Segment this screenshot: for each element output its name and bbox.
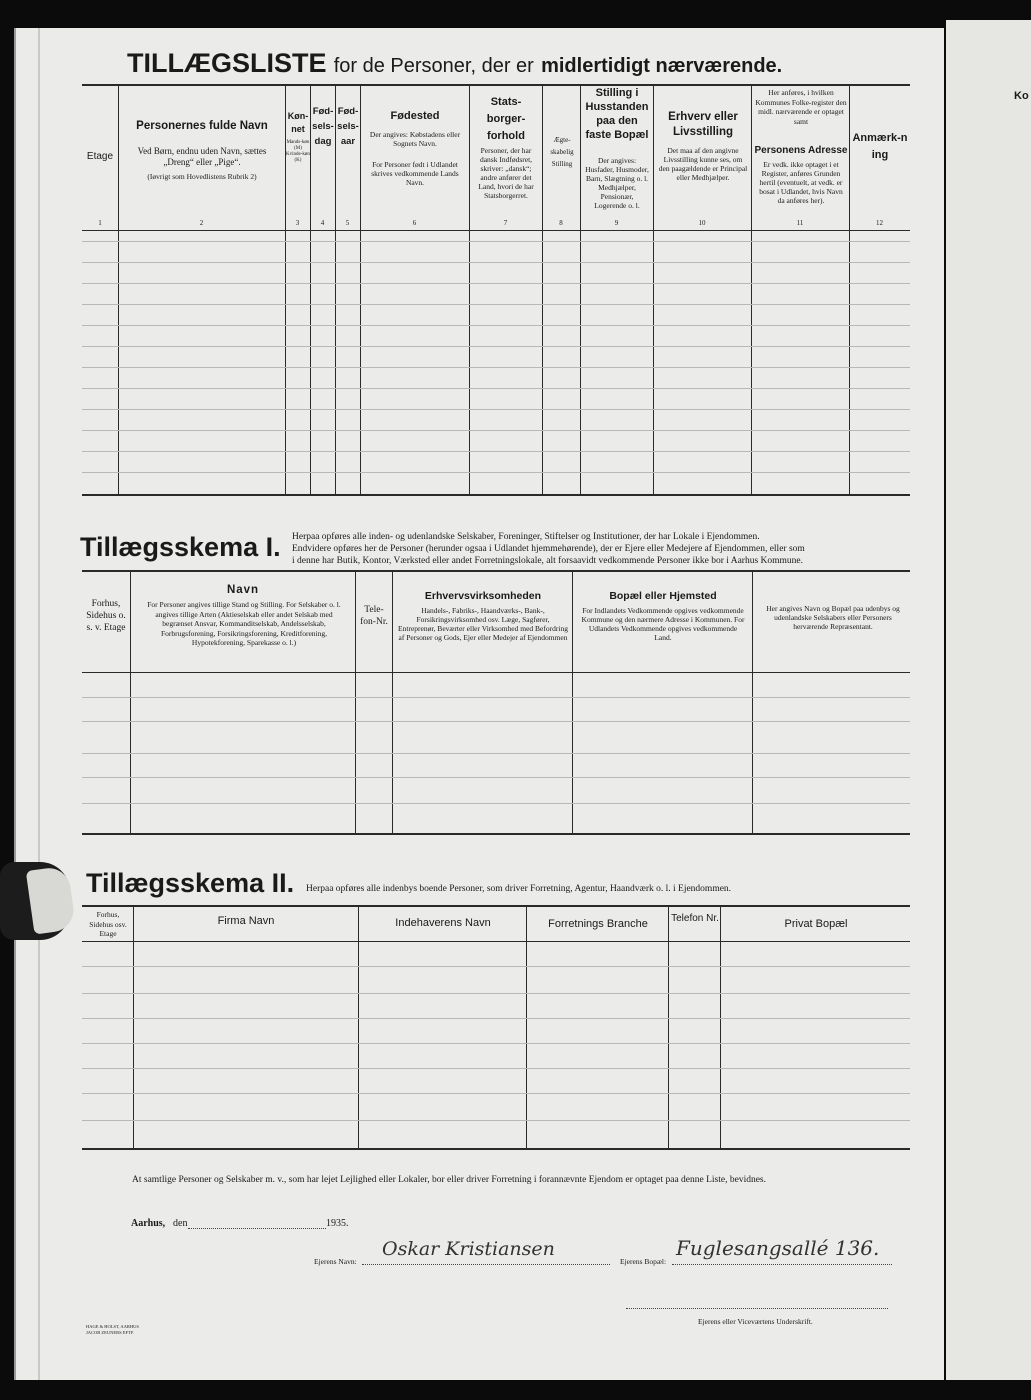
attestation-text: At samtlige Personer og Selskaber m. v., som har lejet Lejlighed eller Lokaler, bor eller driver Forretning i forannævnte Ejendom er optaget paa denne Liste, bevidnes.: [132, 1175, 766, 1185]
table-row: [82, 1018, 910, 1019]
col-name-sub2: (Iøvrigt som Hovedlistens Rubrik 2): [147, 172, 257, 181]
table-row: [82, 283, 910, 284]
skema2-title: Tillægsskema II.: [86, 868, 295, 898]
table-row: [82, 262, 910, 263]
table-row: [82, 241, 910, 242]
skema2-col-privat-bopael: Privat Bopæl: [784, 918, 848, 930]
col-divider: [130, 571, 131, 833]
table-row: [82, 697, 910, 698]
printer-imprint: HAGE & HOLST, AARHUS JACOB ZEUNERS EFTF.: [86, 1324, 139, 1335]
table-row: [82, 993, 910, 994]
year-label: 1935.: [326, 1218, 349, 1229]
col-divider: [720, 906, 721, 1148]
table-row: [82, 346, 910, 347]
col-number: 8: [559, 219, 563, 227]
table-row: [82, 409, 910, 410]
page-fold: [38, 28, 40, 1380]
col-divider: [653, 85, 654, 495]
col-statsborger-sub: Personer, der har dansk Indfødsret, skriver: „dansk“; andre anfører det Land, hvori de har Statsborgerret.: [478, 146, 534, 200]
skema1-col-bopael-header: Bopæl eller Hjemsted: [609, 590, 717, 602]
skema1-title: Tillægsskema I.: [80, 532, 281, 562]
skema1-col-telefon: Tele-fon-Nr.: [360, 605, 388, 627]
col-number: 11: [796, 219, 804, 227]
col-divider: [668, 906, 669, 1148]
signature-field[interactable]: [626, 1308, 888, 1309]
skema2-top-border: [82, 905, 910, 907]
adjacent-page-text: Ko: [1014, 90, 1029, 102]
col-divider: [355, 571, 356, 833]
col-adresse-header: Personens Adresse: [754, 145, 848, 156]
table-row: [82, 803, 910, 804]
table-row: [82, 753, 910, 754]
skema1-desc-1: Herpaa opføres alle inden- og udenlandske Selskaber, Foreninger, Stiftelser og Institutioner, der har Lokale i Ejendommen.: [292, 532, 760, 542]
col-number: 5: [345, 219, 350, 227]
skema2-header-bottom: [82, 941, 910, 942]
signature-label: Ejerens eller Viceværtens Underskrift.: [698, 1317, 813, 1326]
skema1-col-erhverv-sub: Handels-, Fabriks-, Haandværks-, Bank-, Forsikringsvirksomhed osv. Læge, Sagfører, Entreprenør, Beværter eller Virksomhed med Befordring af Personer og Gods, Ejer eller Medejer af Ejendommen: [398, 606, 568, 642]
col-divider: [133, 906, 134, 1148]
skema2-desc: Herpaa opføres alle indenbys boende Personer, som driver Forretning, Agentur, Haandværk o. l. i Ejendommen.: [306, 884, 732, 894]
col-etage-header: Etage: [86, 151, 114, 162]
col-divider: [572, 571, 573, 833]
col-number: 10: [698, 219, 706, 227]
col-divider: [752, 571, 753, 833]
table-row: [82, 721, 910, 722]
col-foedselsdag-header: Fød-sels-dag: [312, 106, 334, 147]
skema1-header-bottom: [82, 672, 910, 673]
skema1-col-navn-sub: For Personer angives tillige Stand og Stilling. For Selskaber o. l. angives tillige Arten (Aktieselskab eller andet Selskab med begrænset Ansvar, Kommanditselskab, Andelsselskab, Forbrugsforening, Forsikringsforening, Kreditforening, Hypotekforening, Sparekasse o. l.): [147, 600, 341, 647]
skema1-top-border: [82, 570, 910, 572]
table-row: [82, 777, 910, 778]
skema1-col-navn-header: Navn: [226, 584, 260, 596]
skema2-col-firma: Firma Navn: [217, 915, 275, 927]
table-row: [82, 304, 910, 305]
table-row: [82, 1068, 910, 1069]
col-number: 3: [295, 219, 300, 227]
table-row: [82, 1120, 910, 1121]
col-divider: [580, 85, 581, 495]
col-number: 7: [503, 219, 508, 227]
skema1-desc-2: Endvidere opføres her de Personer (herunder ogsaa i Udlandet hjemmehørende), der er Ejere eller Medejere af Ejendommen, eller som: [292, 544, 805, 554]
col-statsborger-header: Stats-borger-forhold: [486, 96, 526, 142]
col-divider: [358, 906, 359, 1148]
col-koen-header: Køn-net: [287, 111, 309, 134]
col-foedselsaar-header: Fød-sels-aar: [337, 106, 359, 147]
owner-name-field[interactable]: [362, 1264, 610, 1265]
table-row: [82, 472, 910, 473]
col-divider: [526, 906, 527, 1148]
date-field[interactable]: [188, 1228, 326, 1229]
col-divider: [360, 85, 361, 495]
skema1-col-etage: Forhus, Sidehus o. s. v. Etage: [86, 599, 126, 633]
liste-bottom-border: [82, 494, 910, 496]
owner-address-value: Fuglesangsallé 136.: [676, 1236, 880, 1260]
col-number: 6: [412, 219, 417, 227]
col-foedested-sub2: For Personer født i Udlandet skrives vedkommende Lands Navn.: [371, 160, 459, 187]
owner-name-value: Oskar Kristiansen: [382, 1238, 555, 1260]
table-row: [82, 367, 910, 368]
skema2-col-branche: Forretnings Branche: [548, 918, 648, 930]
liste-header-bottom: [82, 230, 910, 231]
col-stilling-header: Stilling i Husstanden paa den faste Bopæl: [585, 87, 649, 141]
skema1-bottom-border: [82, 833, 910, 835]
place-label: Aarhus,: [131, 1218, 166, 1229]
col-foedested-header: Fødested: [390, 110, 440, 122]
col-number: 9: [614, 219, 619, 227]
col-divider: [542, 85, 543, 495]
skema2-col-telefon: Telefon Nr.: [671, 913, 719, 924]
owner-address-label: Ejerens Bopæl:: [620, 1257, 667, 1266]
skema1-col-erhverv-header: Erhvervsvirksomheden: [424, 590, 542, 602]
col-adresse-sub: Er vedk. ikke optaget i et Register, anføres Grunden hertil (eventuelt, at vedk. er bosat i Udlandet, hvis Navn da anføres her).: [759, 160, 843, 205]
table-row: [82, 1093, 910, 1094]
col-koen-sub: Mands-køn (M) Kvinde-køn (K): [286, 140, 310, 163]
col-stilling-sub: Der angives: Husfader, Husmoder, Barn, Slægtning o. l. Medhjælper, Pensionær, Logerende o. l.: [585, 156, 649, 210]
col-number: 4: [320, 219, 325, 227]
col-name-sub: Ved Børn, endnu uden Navn, sættes „Dreng“ eller „Pige“.: [137, 146, 267, 167]
page-title: TILLÆGSLISTE for de Personer, der er midlertidigt nærværende.: [127, 48, 783, 78]
col-divider: [118, 85, 119, 495]
table-row: [82, 1043, 910, 1044]
skema2-col-etage: Forhus, Sidehus osv. Etage: [89, 910, 127, 938]
skema2-bottom-border: [82, 1148, 910, 1150]
col-divider: [469, 85, 470, 495]
col-adresse-pre: Her anføres, i hvilken Kommunes Folke-register den midl. nærværende er optaget samt: [755, 88, 847, 126]
col-number: 12: [876, 219, 883, 227]
owner-address-field[interactable]: [672, 1264, 892, 1265]
owner-name-label: Ejerens Navn:: [314, 1257, 357, 1266]
col-divider: [392, 571, 393, 833]
table-row: [82, 451, 910, 452]
adjacent-page: [946, 20, 1031, 1380]
skema1-col-repraesentant: Her angives Navn og Bopæl paa udenbys og udenlandske Selskabers eller Personers herværende Repræsentant.: [766, 604, 900, 631]
skema1-desc-3: i denne har Butik, Kontor, Værksted eller andet Forretningslokale, alt forsaavidt vedkommende Personer ikke bor i Aarhus Kommune.: [292, 556, 804, 566]
date-label: den: [173, 1218, 188, 1229]
col-aegteskab-header: Ægte-skabelig Stilling: [550, 136, 574, 168]
col-number: 2: [199, 219, 204, 227]
col-name-header: Personernes fulde Navn: [136, 120, 268, 132]
table-row: [82, 430, 910, 431]
table-row: [82, 388, 910, 389]
col-number: 1: [98, 219, 102, 227]
col-erhverv-header: Erhverv eller Livsstilling: [668, 111, 738, 138]
liste-top-border: [82, 84, 910, 86]
skema1-col-bopael-sub: For Indlandets Vedkommende opgives vedkommende Kommune og den nærmere Adresse i Kommunen. For Udlandets Vedkommende opgives vedkommende Land.: [581, 606, 745, 642]
table-row: [82, 966, 910, 967]
col-foedested-sub: Der angives: Købstadens eller Sognets Navn.: [369, 130, 461, 148]
col-anmaerkning-header: Anmærk-ning: [852, 132, 908, 161]
table-row: [82, 325, 910, 326]
skema2-col-indehaver: Indehaverens Navn: [395, 917, 491, 929]
col-erhverv-sub: Det maa af den angivne Livsstilling kunne ses, om den paagældende er Principal eller Medhjælper.: [658, 146, 748, 182]
